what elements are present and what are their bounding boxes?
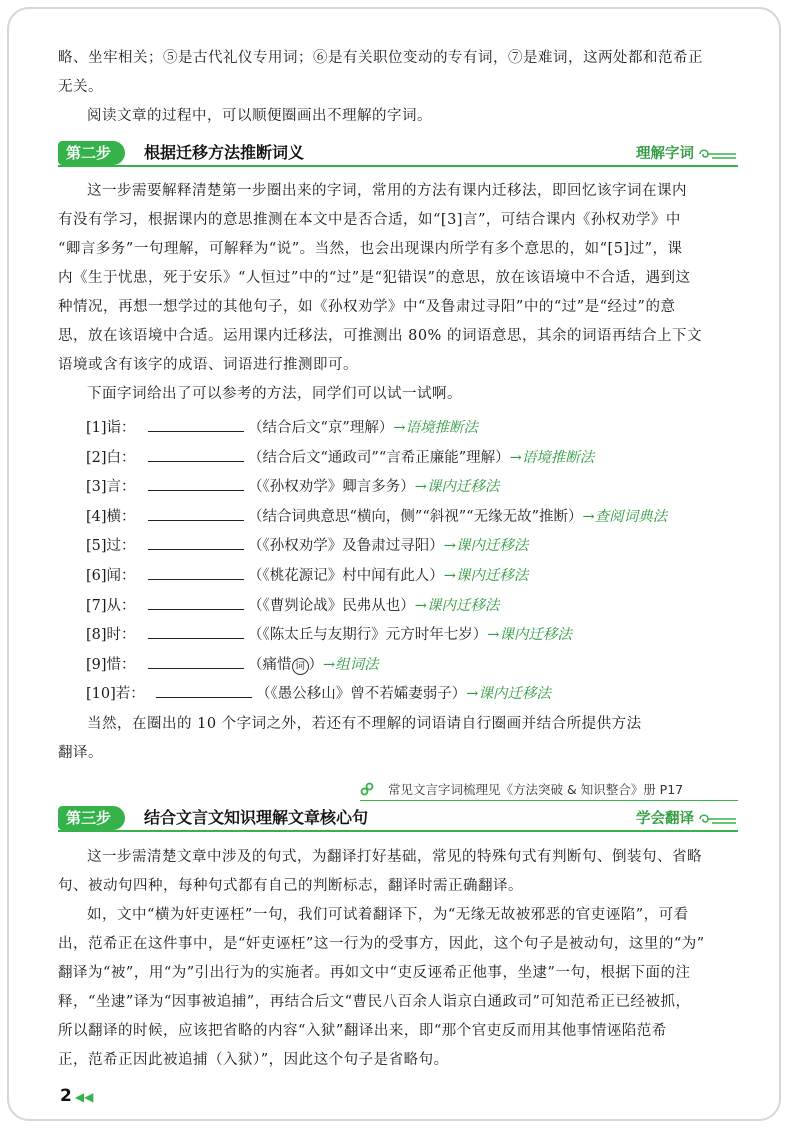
circled-ci-icon: 词 <box>292 658 309 675</box>
list-item <box>86 532 766 562</box>
list-item <box>86 680 766 710</box>
answer-blank[interactable] <box>148 445 244 462</box>
reference-note <box>360 779 738 801</box>
step3-body <box>58 843 738 1075</box>
double-arrow-left-icon: ◀◀ <box>74 1090 94 1104</box>
item-method: →课内迁移法 <box>443 538 529 555</box>
step2-para1-line: 内《生于忧患，死于安乐》“人恒过”中的“过”是“犯错误”的意思，放在该语境中不合适，遇到这 <box>58 270 691 286</box>
item-label: [2]白： <box>86 449 136 466</box>
item-method: →语境推断法 <box>393 420 478 436</box>
item-method: →课内迁移法 <box>414 479 500 496</box>
item-hint: （《桃花源记》村中闻有此人） <box>248 567 444 584</box>
item-label: [1]诣： <box>86 420 136 436</box>
item-hint: （《愚公移山》曾不若孀妻弱子） <box>256 686 467 703</box>
item-hint-post: ） <box>308 656 323 673</box>
item-method: →语境推断法 <box>509 449 595 466</box>
item-label: [10]若： <box>86 686 145 703</box>
step2-para2: 下面字词给出了可以参考的方法，同学们可以试一试啊。 <box>87 386 462 402</box>
item-method: →课内迁移法 <box>487 627 572 644</box>
list-item <box>86 592 766 622</box>
item-method: →课内迁移法 <box>466 686 551 703</box>
item-label: [5]过： <box>86 538 136 555</box>
step2-underline <box>58 165 738 167</box>
step3-para2-line: 如，文中“横为奸吏诬枉”一句，我们可试着翻译下，为“无缘无故被邪恶的官吏诬陷”，可看 <box>87 907 689 923</box>
list-item <box>86 473 766 503</box>
answer-blank[interactable] <box>148 474 244 491</box>
step2-para1-line: 这一步需要解释清楚第一步圈出来的字词，常用的方法有课内迁移法，即回忆该字词在课内 <box>87 183 687 199</box>
item-hint: （《曹刿论战》民弗从也） <box>248 597 415 614</box>
list-item <box>86 621 766 651</box>
answer-blank[interactable] <box>148 504 244 521</box>
step3-para1-line: 这一步需清楚文章中涉及的句式，为翻译打好基础，常见的特殊句式有判断句、倒装句、省略 <box>87 849 702 865</box>
list-item <box>86 444 766 474</box>
step2-para1-line: 思，放在该语境中合适。运用课内迁移法，可推测出 80% 的词语意思，其余的词语再结合上下文 <box>58 328 702 344</box>
answer-blank[interactable] <box>148 563 244 580</box>
item-hint: （结合词典意思“横向，侧”“斜视”“无缘无故”推断） <box>248 508 583 525</box>
step2-badge: 第二步 <box>58 141 125 165</box>
item-hint-pre: （痛惜 <box>248 656 292 673</box>
item-hint: （《孙权劝学》及鲁肃过寻阳） <box>248 538 444 555</box>
step2-para1-line: “卿言多务”一句理解，可解释为“说”。当然，也会出现课内所学有多个意思的，如“[5]过”，课 <box>58 241 683 257</box>
step3-tag: 学会翻译 <box>630 808 694 830</box>
step3-para2-line: 翻译为“被”，用“为”引出行为的实施者。再如文中“吏反诬希正他事，坐逮”一句，根据下面的注 <box>58 965 691 981</box>
step2-para1-line: 种情况，再想一想学过的其他句子，如《孙权劝学》中“及鲁肃过寻阳”中的“过”是“经过”的意 <box>58 299 676 315</box>
step2-title: 根据迁移方法推断词义 <box>144 143 305 162</box>
step3-underline <box>58 830 738 832</box>
item-label: [9]惜： <box>86 656 136 673</box>
reference-underline <box>360 800 738 801</box>
step2-para1-line: 语境或含有该字的成语、词语进行推测即可。 <box>58 357 358 373</box>
item-label: [4]横： <box>86 508 136 525</box>
answer-blank[interactable] <box>148 415 244 432</box>
answer-blank[interactable] <box>148 652 244 669</box>
list-item <box>86 562 766 592</box>
item-hint: （结合后文“通政司”“言希正廉能”理解） <box>248 449 510 466</box>
answer-blank[interactable] <box>148 593 244 610</box>
answer-blank[interactable] <box>156 681 252 698</box>
step2-para3-line-2: 翻译。 <box>58 745 103 761</box>
step3-para2-line: 所以翻译的时候，应该把省略的内容“入狱”翻译出来，即“那个官吏反而用其他事情诬陷范希 <box>58 1023 667 1039</box>
page-number-text: 2 <box>60 1086 72 1106</box>
step3-para2-line: 正，范希正因此被追捕（入狱）”，因此这个句子是省略句。 <box>58 1052 449 1068</box>
intro-line-2: 无关。 <box>58 79 103 95</box>
swirl-icon <box>698 812 738 826</box>
step3-para2-line: 释，“坐逮”译为“因事被追捕”，再结合后文“曹民八百余人诣京白通政司”可知范希正已经被抓， <box>58 994 691 1010</box>
item-method: →组词法 <box>323 656 379 673</box>
item-label: [7]从： <box>86 597 136 614</box>
step2-closing <box>58 710 738 768</box>
item-hint: （结合后文“京”理解） <box>248 420 394 436</box>
step3-para2-line: 出，范希正在这件事中，是“奸吏诬枉”这一行为的受事方，因此，这个句子是被动句，这里的“为” <box>58 936 705 952</box>
link-icon <box>360 782 374 796</box>
step3-header <box>58 806 738 832</box>
step2-para1-line: 有没有学习，根据课内的意思推测在本文中是否合适，如“[3]言”，可结合课内《孙权劝学》中 <box>58 212 681 228</box>
list-item <box>86 414 766 444</box>
step2-para3-line-1: 当然，在圈出的 10 个字词之外，若还有不理解的词语请自行圈画并结合所提供方法 <box>87 716 642 732</box>
step2-body <box>58 177 738 409</box>
item-hint <box>248 651 323 681</box>
swirl-icon <box>698 147 738 161</box>
step2-tag: 理解字词 <box>630 143 694 165</box>
list-item <box>86 503 766 533</box>
item-method: →查阅词典法 <box>582 508 668 525</box>
answer-blank[interactable] <box>148 622 244 639</box>
step3-title: 结合文言文知识理解文章核心句 <box>144 808 369 827</box>
item-hint: （《陈太丘与友期行》元方时年七岁） <box>248 627 488 644</box>
answer-blank[interactable] <box>148 533 244 550</box>
intro-paragraph-2: 阅读文章的过程中，可以顺便圈画出不理解的字词。 <box>87 108 432 124</box>
item-hint: （《孙权劝学》卿言多务） <box>248 479 415 496</box>
item-method: →课内迁移法 <box>414 597 500 614</box>
step3-para1-line: 句、被动句四种，每种句式都有自己的判断标志，翻译时需正确翻译。 <box>58 878 523 894</box>
intro-block <box>58 44 738 131</box>
page-number <box>60 1086 93 1106</box>
word-list <box>86 414 766 710</box>
intro-line-1: 略、坐牢相关；⑤是古代礼仪专用词；⑥是有关职位变动的专有词，⑦是难词，这两处都和范希正 <box>58 50 703 66</box>
item-method: →课内迁移法 <box>443 567 529 584</box>
reference-text: 常见文言字词梳理见《方法突破 & 知识整合》册 P17 <box>388 782 684 797</box>
item-label: [6]闻： <box>86 567 136 584</box>
list-item <box>86 651 766 681</box>
item-label: [8]时： <box>86 627 136 644</box>
item-label: [3]言： <box>86 479 136 496</box>
step2-header <box>58 141 738 167</box>
step3-badge: 第三步 <box>58 806 125 830</box>
